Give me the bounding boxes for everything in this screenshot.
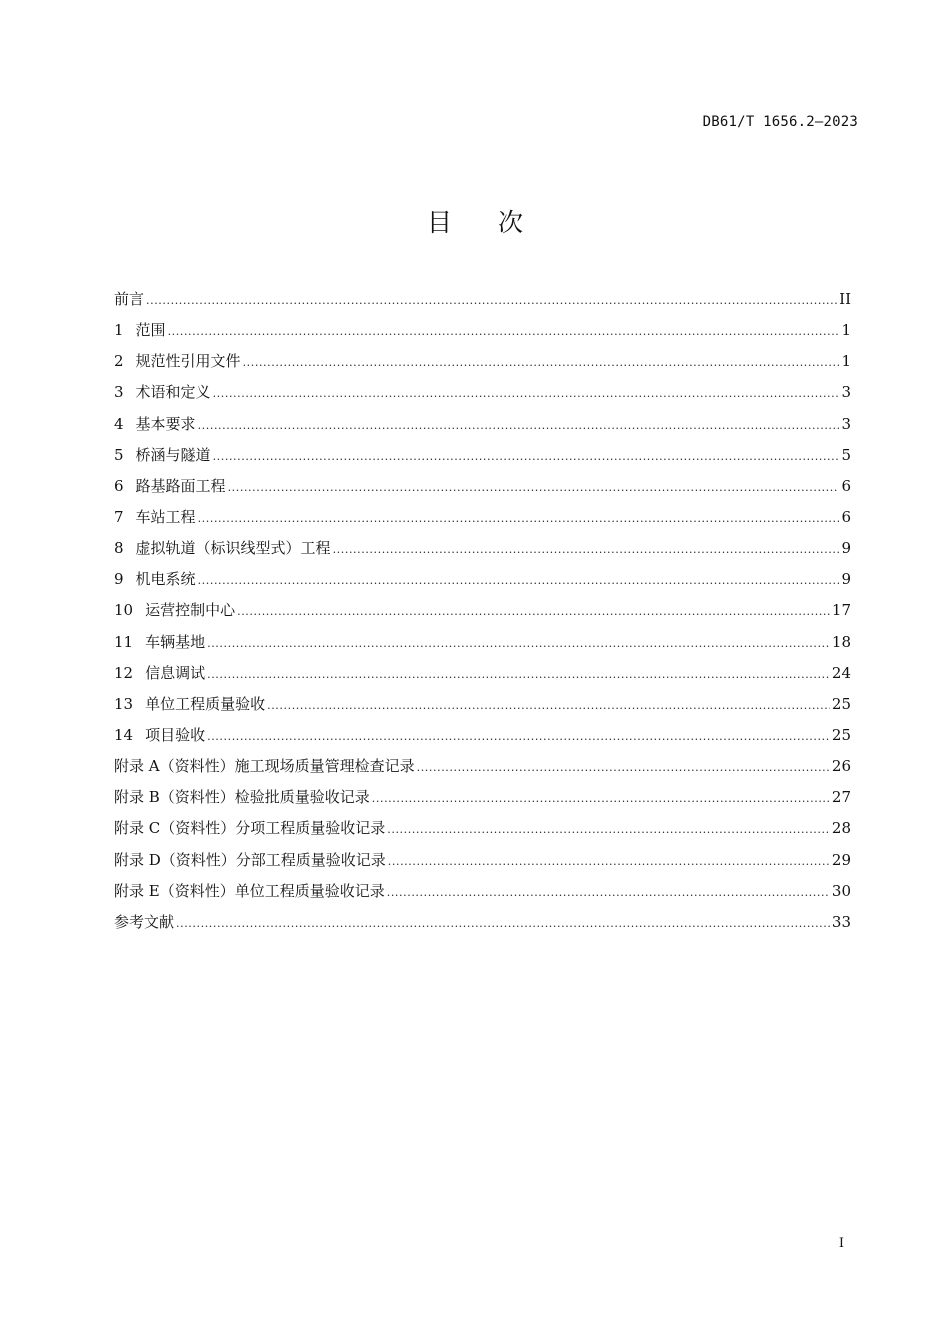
toc-entry-number: 7 xyxy=(114,507,124,526)
toc-entry[interactable] xyxy=(114,658,851,689)
toc-entry-label: 前言 xyxy=(114,290,145,308)
toc-entry-number: 14 xyxy=(114,725,134,744)
toc-entry[interactable] xyxy=(114,813,851,844)
toc-entry-label: 单位工程质量验收 xyxy=(145,694,266,713)
toc-entry-page: 18 xyxy=(831,632,851,651)
page-number: I xyxy=(838,1236,844,1251)
toc-entry[interactable] xyxy=(114,689,851,720)
toc-dot-leader xyxy=(387,877,830,908)
toc-entry-number: 6 xyxy=(114,476,124,495)
toc-dot-leader xyxy=(213,378,840,409)
toc-entry[interactable] xyxy=(114,377,851,408)
page-title: 目次 xyxy=(426,208,569,237)
toc-dot-leader xyxy=(213,441,840,472)
toc-entry[interactable] xyxy=(114,845,851,876)
toc-entry-number: 2 xyxy=(114,352,124,371)
toc-entry-page: 30 xyxy=(831,881,851,900)
toc-entry-page: 17 xyxy=(831,601,851,620)
toc-entry-number: 13 xyxy=(114,694,134,713)
toc-entry-number: 10 xyxy=(114,601,134,620)
toc-entry-page: 25 xyxy=(831,725,851,744)
toc-dot-leader xyxy=(198,410,840,441)
toc-entry-page: 9 xyxy=(841,539,851,558)
toc-entry-number: 12 xyxy=(114,663,134,682)
toc-entry-label: 车站工程 xyxy=(135,507,196,526)
toc-dot-leader xyxy=(198,503,840,534)
toc-dot-leader xyxy=(146,285,837,316)
toc-entry-label: 虚拟轨道（标识线型式）工程 xyxy=(135,539,331,558)
toc-entry[interactable] xyxy=(114,751,851,782)
toc-dot-leader xyxy=(417,752,830,783)
toc-entry-number: 5 xyxy=(114,445,124,464)
toc-entry-page: 27 xyxy=(831,788,851,807)
toc-dot-leader xyxy=(388,846,830,877)
toc-dot-leader xyxy=(207,659,830,690)
toc-entry-label: 范围 xyxy=(135,321,166,340)
toc-entry-label: 项目验收 xyxy=(145,725,206,744)
toc-entry[interactable] xyxy=(114,284,851,315)
toc-dot-leader xyxy=(243,347,840,378)
toc-entry-page: II xyxy=(839,290,851,308)
toc-dot-leader xyxy=(207,721,830,752)
toc-entry[interactable] xyxy=(114,564,851,595)
toc-dot-leader xyxy=(176,908,830,939)
toc-entry-number: 3 xyxy=(114,383,124,402)
toc-entry-number: 4 xyxy=(114,414,124,433)
toc-dot-leader xyxy=(267,690,830,721)
toc-entry[interactable] xyxy=(114,471,851,502)
toc-entry[interactable] xyxy=(114,533,851,564)
toc-dot-leader xyxy=(237,596,830,627)
toc-dot-leader xyxy=(228,472,840,503)
toc-entry-label: 信息调试 xyxy=(145,663,206,682)
toc-entry-page: 3 xyxy=(841,383,851,402)
toc-entry-page: 3 xyxy=(841,414,851,433)
toc-entry-page: 33 xyxy=(831,912,851,931)
toc-entry-page: 25 xyxy=(831,694,851,713)
toc-entry-page: 26 xyxy=(831,757,851,776)
toc-entry-page: 9 xyxy=(841,570,851,589)
toc-entry-label: 路基路面工程 xyxy=(135,476,226,495)
toc-entry-page: 29 xyxy=(831,850,851,869)
toc-entry[interactable] xyxy=(114,876,851,907)
toc-entry[interactable] xyxy=(114,720,851,751)
toc-entry-label: 机电系统 xyxy=(135,570,196,589)
toc-entry[interactable] xyxy=(114,627,851,658)
toc-entry-label: 术语和定义 xyxy=(135,383,211,402)
toc-entry-label: 运营控制中心 xyxy=(145,601,236,620)
toc-entry-label: 附录 C（资料性）分项工程质量验收记录 xyxy=(114,819,386,838)
toc-dot-leader xyxy=(372,783,830,814)
toc-entry[interactable] xyxy=(114,907,851,938)
toc-dot-leader xyxy=(333,534,840,565)
toc-entry-page: 6 xyxy=(841,507,851,526)
toc-entry-label: 桥涵与隧道 xyxy=(135,445,211,464)
toc-entry[interactable] xyxy=(114,315,851,346)
toc-entry[interactable] xyxy=(114,440,851,471)
toc-entry-page: 5 xyxy=(841,445,851,464)
toc-entry-label: 基本要求 xyxy=(135,414,196,433)
toc-entry-number: 1 xyxy=(114,321,124,340)
toc-entry[interactable] xyxy=(114,346,851,377)
toc-entry-label: 附录 A（资料性）施工现场质量管理检查记录 xyxy=(114,757,415,776)
toc-entry-page: 1 xyxy=(841,321,851,340)
toc-entry[interactable] xyxy=(114,502,851,533)
toc-entry[interactable] xyxy=(114,595,851,626)
toc-entry-label: 车辆基地 xyxy=(145,632,206,651)
toc-entry[interactable] xyxy=(114,409,851,440)
toc-entry-label: 附录 E（资料性）单位工程质量验收记录 xyxy=(114,881,385,900)
toc-entry-page: 1 xyxy=(841,352,851,371)
standard-code: DB61/T 1656.2—2023 xyxy=(702,114,858,130)
toc-dot-leader xyxy=(198,565,840,596)
toc-entry-number: 11 xyxy=(114,632,134,651)
toc-entry-label: 规范性引用文件 xyxy=(135,352,241,371)
toc-entry-page: 24 xyxy=(831,663,851,682)
toc-entry[interactable] xyxy=(114,782,851,813)
toc-entry-number: 8 xyxy=(114,539,124,558)
toc-entry-page: 6 xyxy=(841,476,851,495)
table-of-contents xyxy=(114,284,851,938)
toc-dot-leader xyxy=(207,628,830,659)
toc-entry-label: 附录 B（资料性）检验批质量验收记录 xyxy=(114,788,370,807)
toc-dot-leader xyxy=(168,316,840,347)
toc-entry-number: 9 xyxy=(114,570,124,589)
toc-entry-page: 28 xyxy=(831,819,851,838)
toc-dot-leader xyxy=(387,814,830,845)
toc-entry-label: 附录 D（资料性）分部工程质量验收记录 xyxy=(114,850,386,869)
toc-entry-label: 参考文献 xyxy=(114,912,175,931)
